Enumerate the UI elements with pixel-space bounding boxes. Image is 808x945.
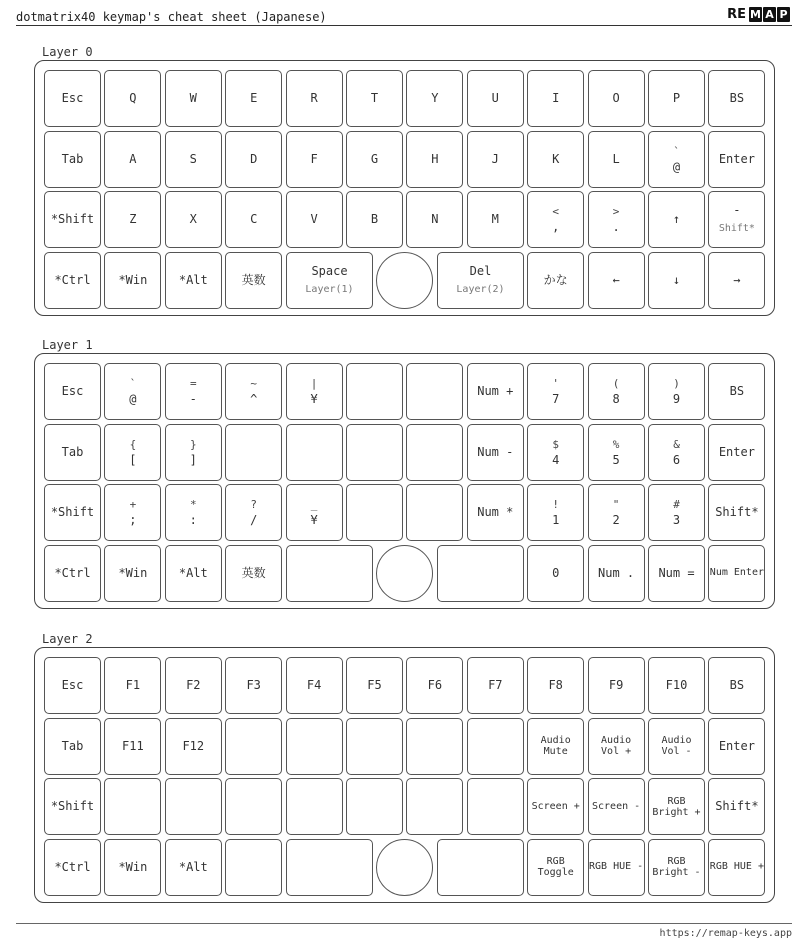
key-legend: 9 (672, 392, 681, 406)
key[interactable] (165, 70, 222, 127)
key[interactable] (286, 363, 343, 420)
key-legend-line2: Vol - (661, 746, 692, 757)
page-title: dotmatrix40 keymap's cheat sheet (Japanese) (16, 10, 327, 24)
footer-url[interactable]: https://remap-keys.app (659, 928, 792, 939)
key-legend: Enter (718, 151, 755, 166)
key-shift-legend: ~ (250, 377, 257, 390)
key[interactable] (286, 839, 373, 896)
key-legend: P (672, 91, 681, 105)
key-legend: RGB HUE - (589, 861, 644, 872)
key-legend: Del (469, 263, 492, 278)
key-legend: Num - (477, 444, 514, 459)
key[interactable] (44, 484, 101, 541)
key-legend: かな (543, 272, 568, 287)
key[interactable] (527, 131, 584, 188)
key-legend: F2 (186, 678, 201, 692)
key[interactable] (104, 424, 161, 481)
key[interactable] (44, 252, 101, 309)
rotary-encoder-knob[interactable] (376, 252, 433, 309)
key[interactable] (346, 70, 403, 127)
key[interactable] (588, 70, 645, 127)
key[interactable] (648, 131, 705, 188)
key-legend: M (491, 212, 499, 226)
key[interactable] (467, 718, 524, 775)
key-legend: *Alt (178, 565, 208, 580)
key-legend: F7 (488, 678, 503, 692)
key[interactable] (225, 252, 282, 309)
key[interactable] (225, 70, 282, 127)
key[interactable] (437, 545, 524, 602)
key[interactable] (648, 191, 705, 248)
key-legend: → (733, 272, 741, 287)
logo-letter-m: M (750, 7, 761, 21)
key[interactable] (104, 484, 161, 541)
key-legend: Y (431, 91, 439, 105)
key[interactable] (648, 424, 705, 481)
key-legend: , (552, 220, 560, 234)
key-legend: Enter (718, 738, 755, 753)
key[interactable] (527, 778, 584, 835)
key[interactable] (467, 70, 524, 127)
key-legend: *Shift (50, 212, 95, 226)
key-legend: U (491, 91, 499, 105)
key-shift-legend: ) (673, 377, 680, 390)
key[interactable] (225, 484, 282, 541)
key[interactable] (648, 363, 705, 420)
key[interactable] (346, 363, 403, 420)
key-legend: Z (129, 212, 137, 226)
key-legend: F12 (182, 738, 205, 753)
key-legend-line2: Bright - (652, 867, 701, 878)
key-legend: Space (311, 263, 348, 278)
remap-logo (727, 6, 790, 22)
key[interactable] (527, 839, 584, 896)
key[interactable] (708, 839, 765, 896)
key-legend-line1: RGB (546, 856, 565, 867)
key-legend: / (250, 513, 258, 527)
key-hold-legend: Layer(2) (456, 283, 505, 295)
key-shift-legend: * (189, 498, 197, 511)
layer-label: Layer 1 (42, 338, 93, 352)
key[interactable] (104, 363, 161, 420)
key-legend: *Win (118, 565, 148, 580)
key-legend: : (189, 513, 197, 527)
key-legend-line1: RGB (667, 856, 686, 867)
key[interactable] (165, 657, 222, 714)
key[interactable] (104, 131, 161, 188)
key-legend: Num = (658, 565, 695, 580)
key-legend: @ (672, 159, 681, 174)
logo-letter-p: P (777, 7, 790, 22)
key[interactable] (346, 778, 403, 835)
key[interactable] (165, 191, 222, 248)
key-legend: @ (129, 392, 137, 406)
key[interactable] (406, 70, 463, 127)
key[interactable] (104, 70, 161, 127)
key-legend: F (310, 151, 318, 166)
key[interactable] (588, 363, 645, 420)
key[interactable] (104, 839, 161, 896)
key-legend: *Ctrl (54, 565, 91, 580)
key[interactable] (165, 131, 222, 188)
key-legend: ↑ (672, 212, 681, 226)
key[interactable] (467, 363, 524, 420)
key-legend: Shift* (715, 505, 759, 519)
key-legend: Enter (718, 444, 755, 459)
key[interactable] (165, 424, 222, 481)
key-legend: Num + (477, 384, 514, 398)
logo-letter-a: A (763, 7, 776, 22)
key-legend: D (250, 151, 258, 166)
key-legend: C (250, 212, 258, 226)
key[interactable] (406, 131, 463, 188)
key-legend: J (491, 151, 499, 166)
key-legend: ¥ (310, 392, 318, 406)
key-shift-legend: _ (310, 498, 318, 511)
key[interactable] (708, 131, 765, 188)
key[interactable] (648, 484, 705, 541)
key-legend: S (189, 151, 197, 166)
key-legend: Esc (61, 91, 84, 105)
key[interactable] (527, 191, 584, 248)
key[interactable] (708, 70, 765, 127)
key-legend: ^ (250, 392, 258, 406)
key-legend: 英数 (241, 272, 266, 287)
key-legend-line1: Audio (540, 735, 571, 746)
key[interactable] (648, 778, 705, 835)
key-legend: Num * (477, 505, 514, 519)
key[interactable] (406, 484, 463, 541)
rotary-encoder-knob[interactable] (376, 839, 433, 896)
key-legend-line1: RGB (667, 795, 686, 807)
key[interactable] (165, 363, 222, 420)
key-legend-line2: Vol + (601, 746, 632, 757)
key-legend-line1: Audio (601, 735, 632, 746)
key-legend: E (250, 91, 258, 105)
key-legend: Tab (61, 738, 84, 753)
key[interactable] (346, 131, 403, 188)
key-shift-legend: | (310, 377, 318, 390)
key-legend: Tab (61, 444, 84, 459)
key-legend: *Win (118, 272, 148, 287)
key-legend: 5 (612, 452, 620, 467)
key-legend: F6 (427, 678, 443, 692)
key[interactable] (708, 424, 765, 481)
key-legend: BS (729, 678, 745, 692)
key[interactable] (286, 545, 373, 602)
key-legend: 0 (552, 565, 560, 580)
key-legend: O (612, 91, 620, 105)
footer-divider (16, 923, 792, 924)
key-legend: ¥ (310, 513, 318, 527)
key-shift-legend: & (673, 437, 680, 451)
key-legend: W (189, 91, 197, 105)
key[interactable] (467, 424, 524, 481)
key[interactable] (104, 657, 161, 714)
key[interactable] (708, 363, 765, 420)
key-legend: . (612, 220, 620, 234)
key[interactable] (588, 131, 645, 188)
key[interactable] (165, 252, 222, 309)
key[interactable] (527, 484, 584, 541)
key[interactable] (225, 363, 282, 420)
key-legend-line2: Toggle (537, 867, 574, 878)
key[interactable] (588, 191, 645, 248)
key-legend: R (310, 91, 318, 105)
key[interactable] (588, 424, 645, 481)
key[interactable] (406, 657, 463, 714)
key[interactable] (286, 484, 343, 541)
key[interactable] (346, 424, 403, 481)
key[interactable] (467, 131, 524, 188)
key-legend: Num . (598, 565, 635, 580)
key-legend: 8 (612, 392, 620, 406)
key[interactable] (286, 718, 343, 775)
key-legend: Esc (61, 384, 84, 398)
key[interactable] (527, 657, 584, 714)
key-legend: F9 (608, 678, 624, 692)
key[interactable] (527, 252, 584, 309)
key-legend: B (370, 212, 379, 226)
key[interactable] (286, 657, 343, 714)
key[interactable] (406, 424, 463, 481)
key[interactable] (708, 252, 765, 309)
key[interactable] (225, 191, 282, 248)
key-legend: F11 (122, 738, 144, 753)
key[interactable] (588, 839, 645, 896)
key-legend: Shift* (715, 799, 759, 813)
key-shift-legend: ? (250, 498, 257, 511)
key[interactable] (286, 191, 343, 248)
key-legend: F8 (548, 678, 563, 692)
key[interactable] (44, 424, 101, 481)
key[interactable] (406, 363, 463, 420)
key[interactable] (708, 191, 765, 248)
key-legend: V (310, 212, 318, 226)
key-hold-legend: Shift* (718, 223, 755, 234)
key-shift-legend: ` (673, 144, 680, 158)
key-legend: F10 (665, 678, 688, 692)
key-legend: *Alt (178, 859, 208, 874)
key-shift-legend: % (612, 437, 620, 451)
key-shift-legend: ! (552, 498, 559, 511)
key[interactable] (346, 484, 403, 541)
key[interactable] (104, 191, 161, 248)
key[interactable] (225, 718, 282, 775)
key[interactable] (225, 657, 282, 714)
key[interactable] (225, 424, 282, 481)
key-shift-legend: ` (129, 377, 137, 390)
key[interactable] (406, 718, 463, 775)
key[interactable] (648, 657, 705, 714)
key[interactable] (648, 252, 705, 309)
key[interactable] (588, 252, 645, 309)
key[interactable] (286, 252, 373, 309)
key[interactable] (648, 718, 705, 775)
key[interactable] (588, 657, 645, 714)
key-shift-legend: } (189, 437, 197, 451)
key-legend: H (431, 151, 439, 166)
key-legend: BS (729, 91, 745, 105)
key[interactable] (165, 718, 222, 775)
key[interactable] (346, 191, 403, 248)
key[interactable] (286, 131, 343, 188)
key[interactable] (286, 778, 343, 835)
key-legend: 7 (552, 392, 560, 406)
key[interactable] (648, 839, 705, 896)
key[interactable] (527, 424, 584, 481)
key[interactable] (225, 545, 282, 602)
key[interactable] (165, 484, 222, 541)
key[interactable] (165, 839, 222, 896)
key-legend: F1 (125, 678, 141, 692)
key-hold-legend: Layer(1) (305, 283, 354, 295)
key-legend: N (431, 212, 439, 226)
key[interactable] (648, 545, 705, 602)
key-legend: K (552, 151, 560, 166)
key[interactable] (44, 191, 101, 248)
key-legend: 2 (612, 513, 620, 527)
key[interactable] (286, 70, 343, 127)
key[interactable] (44, 545, 101, 602)
key-legend: Tab (61, 151, 84, 166)
key-legend: 6 (672, 452, 681, 467)
key[interactable] (467, 778, 524, 835)
layer-label: Layer 2 (42, 632, 93, 646)
key[interactable] (708, 484, 765, 541)
key-legend: 英数 (241, 565, 266, 580)
key-legend: *Ctrl (54, 859, 91, 874)
key-legend: I (552, 91, 560, 105)
key[interactable] (44, 131, 101, 188)
key[interactable] (588, 778, 645, 835)
key[interactable] (588, 484, 645, 541)
key[interactable] (225, 839, 282, 896)
key-shift-legend: < (552, 205, 559, 218)
key[interactable] (44, 657, 101, 714)
key[interactable] (225, 131, 282, 188)
key-legend: ← (612, 272, 620, 287)
key-legend: 4 (552, 452, 560, 467)
key[interactable] (406, 778, 463, 835)
key[interactable] (286, 424, 343, 481)
key-legend: X (189, 212, 197, 226)
key[interactable] (648, 70, 705, 127)
key-legend: ↓ (672, 272, 681, 287)
key-shift-legend: { (129, 437, 137, 451)
key-legend: RGB HUE + (709, 861, 764, 872)
key-shift-legend: > (612, 205, 620, 218)
key[interactable] (44, 70, 101, 127)
key[interactable] (346, 718, 403, 775)
key-legend: Q (129, 91, 137, 105)
key-legend: 3 (672, 513, 681, 527)
key[interactable] (406, 191, 463, 248)
key[interactable] (104, 778, 161, 835)
layer-label: Layer 0 (42, 45, 93, 59)
key[interactable] (44, 778, 101, 835)
key[interactable] (437, 252, 524, 309)
key-shift-legend: + (129, 498, 137, 511)
key-legend: *Ctrl (54, 272, 91, 287)
key[interactable] (346, 657, 403, 714)
key-legend: G (370, 151, 379, 166)
key-legend-line1: Audio (661, 735, 692, 746)
key[interactable] (467, 484, 524, 541)
key-legend-line2: Bright + (652, 806, 701, 818)
key-legend: - (733, 203, 741, 217)
key-legend: *Shift (50, 799, 95, 813)
key[interactable] (104, 545, 161, 602)
key-legend: [ (129, 452, 137, 467)
key[interactable] (44, 718, 101, 775)
key[interactable] (588, 718, 645, 775)
key[interactable] (225, 778, 282, 835)
key-legend: Esc (61, 678, 84, 692)
key-legend: *Win (118, 859, 148, 874)
key[interactable] (527, 718, 584, 775)
rotary-encoder-knob[interactable] (376, 545, 433, 602)
key[interactable] (527, 70, 584, 127)
key-shift-legend: ( (612, 377, 620, 390)
key-legend: F3 (246, 678, 261, 692)
key[interactable] (467, 657, 524, 714)
key-shift-legend: " (612, 498, 620, 511)
key-legend: Screen + (531, 800, 580, 812)
logo-prefix: RE (727, 6, 746, 22)
key-shift-legend: # (673, 498, 680, 511)
title-divider (16, 25, 792, 26)
key-legend: L (612, 151, 620, 166)
key-legend: Screen - (592, 800, 641, 812)
key-shift-legend: = (189, 377, 197, 390)
key[interactable] (104, 252, 161, 309)
key-legend: F4 (306, 678, 322, 692)
key-shift-legend: ' (552, 377, 559, 390)
key-legend: 1 (552, 513, 560, 527)
key[interactable] (467, 191, 524, 248)
key-legend: ] (189, 452, 197, 467)
key[interactable] (165, 545, 222, 602)
key[interactable] (44, 839, 101, 896)
key[interactable] (437, 839, 524, 896)
key[interactable] (708, 545, 765, 602)
key-legend: BS (729, 384, 745, 398)
key-legend: - (189, 392, 197, 406)
key[interactable] (104, 718, 161, 775)
key[interactable] (527, 545, 584, 602)
key[interactable] (708, 657, 765, 714)
key-legend: T (370, 91, 379, 105)
key[interactable] (44, 363, 101, 420)
key-legend: A (129, 151, 137, 166)
key[interactable] (588, 545, 645, 602)
key-legend: ; (129, 513, 137, 527)
key[interactable] (165, 778, 222, 835)
key-shift-legend: $ (552, 437, 559, 451)
key-legend: *Alt (178, 272, 208, 287)
key-legend: F5 (367, 678, 382, 692)
key[interactable] (708, 778, 765, 835)
key-legend-line2: Mute (543, 746, 568, 757)
key-legend: *Shift (50, 505, 95, 519)
key[interactable] (527, 363, 584, 420)
key-legend: Num Enter (709, 567, 764, 578)
key[interactable] (708, 718, 765, 775)
